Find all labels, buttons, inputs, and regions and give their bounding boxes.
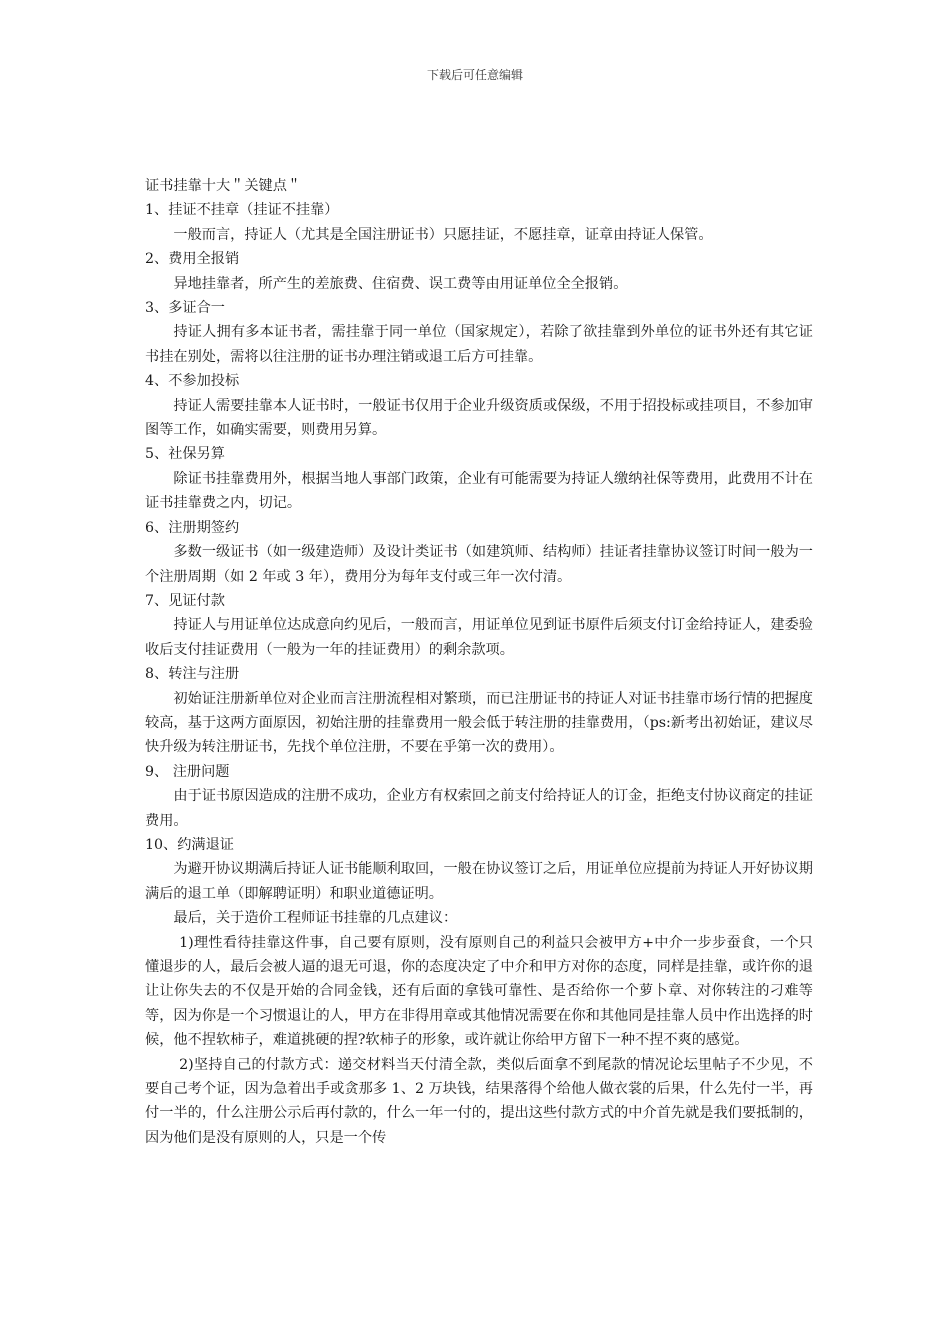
advice-paragraph: 2)坚持自己的付款方式：递交材料当天付清全款，类似后面拿不到尾款的情况论坛里帖子不少见，不要自己考个证，因为急着出手或贪那多 1、2 万块钱，结果落得个给他人做衣裳的后果，什么先付一半，再付一半的，什么注册公示后再付款的，什么一年一付的，提出这些付款方式的中介首先就是我们要抵制的，因为他们是没有原则的人，只是一个传 (145, 1056, 813, 1146)
item-paragraph: 由于证书原因造成的注册不成功，企业方有权索回之前支付给持证人的订金，拒绝支付协议商定的挂证费用。 (145, 788, 813, 829)
page-header: 下载后可任意编辑 (426, 68, 523, 82)
item-heading: 3、多证合一 (145, 300, 225, 317)
document-title: 证书挂靠十大＂关键点＂ (145, 178, 302, 194)
item-heading: 5、社保另算 (145, 446, 225, 463)
item-heading: 8、转注与注册 (145, 666, 240, 683)
item-paragraph: 持证人需要挂靠本人证书时，一般证书仅用于企业升级资质或保级，不用于招投标或挂项目，不参加审图等工作，如确实需要，则费用另算。 (145, 397, 813, 439)
item-paragraph: 为避开协议期满后持证人证书能顺利取回，一般在协议签订之后，用证单位应提前为持证人开好协议期满后的退工单（即解聘证明）和职业道德证明。 (145, 861, 813, 902)
item-heading: 9、 注册问题 (145, 763, 230, 780)
item-paragraph: 多数一级证书（如一级建造师）及设计类证书（如建筑师、结构师）挂证者挂靠协议签订时间一般为一个注册周期（如 2 年或 3 年），费用分为每年支付或三年一次付清。 (145, 544, 813, 585)
item-paragraph: 除证书挂靠费用外，根据当地人事部门政策，企业有可能需要为持证人缴纳社保等费用，此费用不计在证书挂靠费之内，切记。 (145, 470, 813, 512)
document-body (145, 174, 813, 1150)
item-heading: 7、见证付款 (145, 592, 225, 609)
advice-paragraph: 1)理性看待挂靠这件事，自己要有原则，没有原则自己的利益只会被甲方+中介一步步蚕食，一个只懂退步的人，最后会被人逼的退无可退，你的态度决定了中介和甲方对你的态度，同样是挂靠，或许你的退让让你失去的不仅是开始的合同金钱，还有后面的拿钱可靠性、是否给你一个萝卜章、对你转注的刁难等等，因为你是一个习惯退让的人，甲方在非得用章或其他情况需要在你和其他同是挂靠人员中作出选择的时候，他不捏软柿子，难道挑硬的捏?软柿子的形象，或许就让你给甲方留下一种不捏不爽的感觉。 (145, 934, 813, 1049)
item-paragraph: 异地挂靠者，所产生的差旅费、住宿费、误工费等由用证单位全全报销。 (173, 275, 628, 292)
item-heading: 2、费用全报销 (145, 251, 240, 268)
item-paragraph: 一般而言，持证人（尤其是全国注册证书）只愿挂证，不愿挂章，证章由持证人保管。 (173, 226, 713, 243)
item-heading: 6、注册期签约 (145, 519, 240, 536)
item-paragraph: 持证人与用证单位达成意向约见后，一般而言，用证单位见到证书原件后须支付订金给持证人，建委验收后支付挂证费用（一般为一年的挂证费用）的剩余款项。 (145, 617, 813, 658)
closing-paragraph: 最后，关于造价工程师证书挂靠的几点建议： (173, 910, 458, 927)
item-paragraph: 持证人拥有多本证书者，需挂靠于同一单位（国家规定），若除了欲挂靠到外单位的证书外还有其它证书挂在别处，需将以往注册的证书办理注销或退工后方可挂靠。 (145, 324, 813, 365)
item-heading: 1、挂证不挂章（挂证不挂靠） (145, 202, 339, 219)
item-heading: 4、不参加投标 (145, 373, 240, 390)
item-heading: 10、约满退证 (145, 836, 234, 853)
item-paragraph: 初始证注册新单位对企业而言注册流程相对繁琐，而已注册证书的持证人对证书挂靠市场行情的把握度较高，基于这两方面原因，初始注册的挂靠费用一般会低于转注册的挂靠费用，（ps:新考出初始证，建议尽快升级为转注册证书，先找个单位注册，不要在乎第一次的费用）。 (145, 690, 813, 756)
